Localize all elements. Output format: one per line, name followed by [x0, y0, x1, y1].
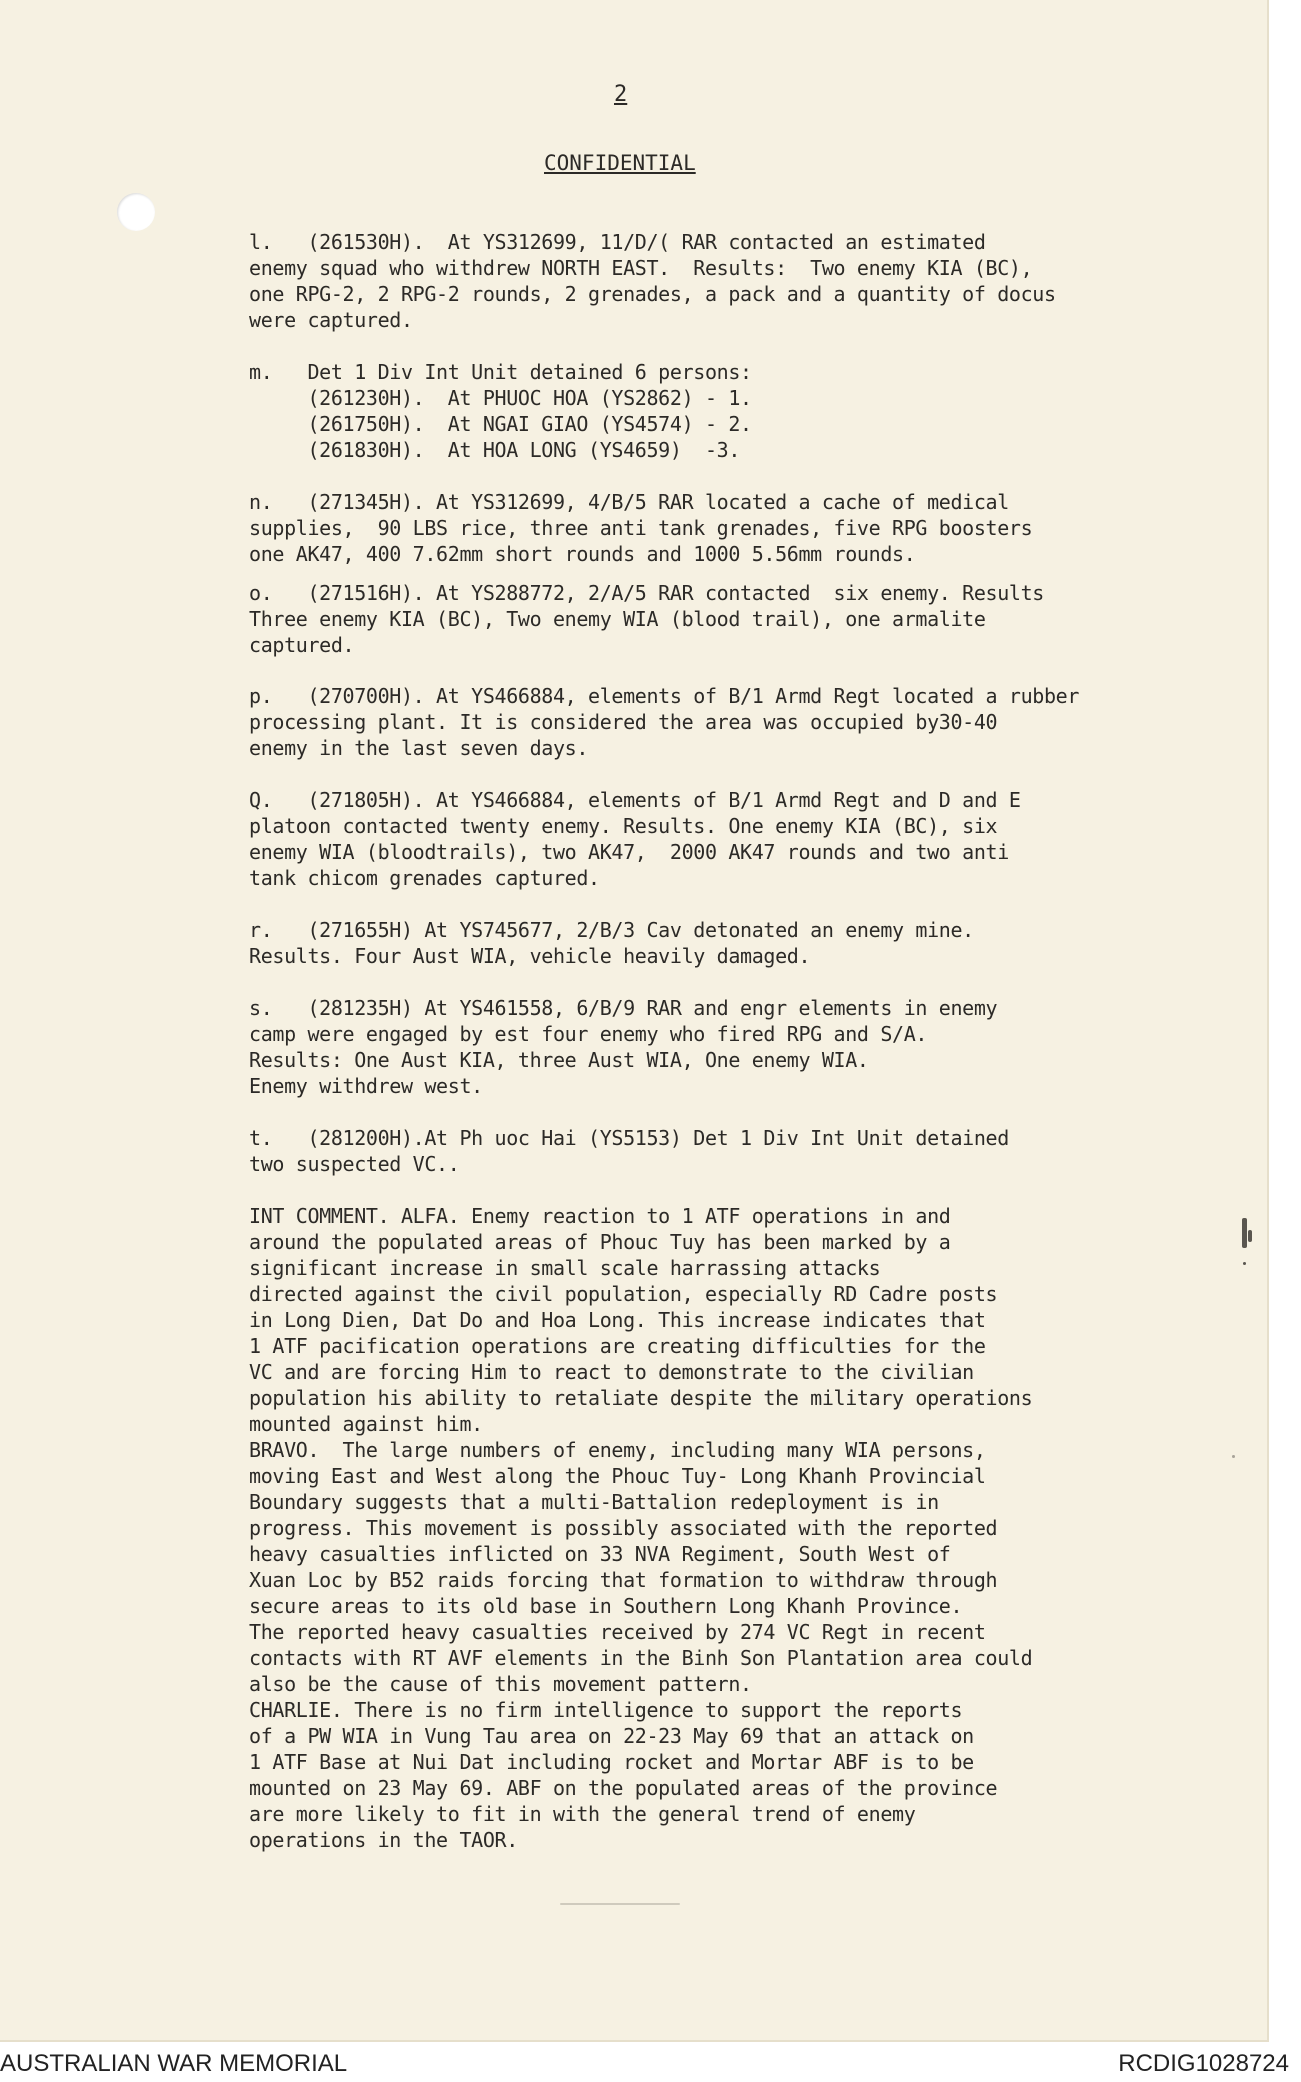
paragraph-t: t. (281200H).At Ph uoc Hai (YS5153) Det 1 Div Int Unit detained two suspected VC.. [249, 1126, 1009, 1176]
paragraph-p: p. (270700H). At YS466884, elements of B/1 Armd Regt located a rubber processing plant. It is considered the area was occupied by30-40 enemy in the last seven days. [249, 684, 1080, 760]
faint-mark [560, 1903, 680, 1905]
speck-mark [1248, 1230, 1252, 1242]
paragraph-m: m. Det 1 Div Int Unit detained 6 persons: (261230H). At PHUOC HOA (YS2862) - 1. (261750H). At NGAI GIAO (YS4574) - 2. (261830H). At HOA LONG (YS4659) -3. [249, 360, 752, 462]
int-comment: INT COMMENT. ALFA. Enemy reaction to 1 ATF operations in and around the populated areas of Phouc Tuy has been marked by a significant increase in small scale harrassing attacks directed against the civil population, especially RD Cadre posts in Long Dien, Dat Do and Hoa Long. This increase indicates that 1 ATF pacification operations are creating difficulties for the VC and are forcing Him to react to demonstrate to the civilian population his ability to retaliate despite the military operations mounted against him. BRAVO. The large numbers of enemy, including many WIA persons, moving East and West along the Phouc Tuy- Long Khanh Provincial Boundary suggests that a multi-Battalion redeployment is in progress. This movement is possibly associated with the reported heavy casualties inflicted on 33 NVA Regiment, South West of Xuan Loc by B52 raids forcing that formation to withdraw through secure areas to its old base in Southern Long Khanh Province. The reported heavy casualties received by 274 VC Regt in recent contacts with RT AVF elements in the Binh Son Plantation area could also be the cause of this movement pattern. CHARLIE. There is no firm intelligence to support the reports of a PW WIA in Vung Tau area on 22-23 May 69 that an attack on 1 ATF Base at Nui Dat including rocket and Mortar ABF is to be mounted on 23 May 69. ABF on the populated areas of the province are more likely to fit in with the general trend of enemy operations in the TAOR. [249, 1204, 1033, 1852]
classification-heading: CONFIDENTIAL [544, 151, 696, 175]
footer-institution: AUSTRALIAN WAR MEMORIAL [0, 2050, 348, 2077]
speck-mark [1243, 1262, 1246, 1265]
paragraph-n: n. (271345H). At YS312699, 4/B/5 RAR located a cache of medical supplies, 90 LBS rice, three anti tank grenades, five RPG boosters one AK47, 400 7.62mm short rounds and 1000 5.56mm rounds. [249, 490, 1033, 566]
paragraph-s: s. (281235H) At YS461558, 6/B/9 RAR and engr elements in enemy camp were engaged by est four enemy who fired RPG and S/A. Results: One Aust KIA, three Aust WIA, One enemy WIA. Enemy withdrew west. [249, 996, 998, 1098]
paragraph-q: Q. (271805H). At YS466884, elements of B/1 Armd Regt and D and E platoon contacted twenty enemy. Results. One enemy KIA (BC), six enemy WIA (bloodtrails), two AK47, 2000 AK47 rounds and two anti tank chicom grenades captured. [249, 788, 1021, 890]
paragraph-r: r. (271655H) At YS745677, 2/B/3 Cav detonated an enemy mine. Results. Four Aust WIA, vehicle heavily damaged. [249, 918, 974, 968]
speck-mark [1242, 1218, 1247, 1248]
page-number: 2 [614, 82, 628, 107]
punch-hole [117, 193, 155, 231]
speck-mark [1232, 1455, 1235, 1458]
footer-record-id: RCDIG1028724 [1118, 2050, 1289, 2077]
paragraph-o: o. (271516H). At YS288772, 2/A/5 RAR contacted six enemy. Results Three enemy KIA (BC), Two enemy WIA (blood trail), one armalite captured. [249, 581, 1044, 657]
paragraph-l: l. (261530H). At YS312699, 11/D/( RAR contacted an estimated enemy squad who withdrew NORTH EAST. Results: Two enemy KIA (BC), one RPG-2, 2 RPG-2 rounds, 2 grenades, a pack and a quantity of docus were captured. [249, 230, 1056, 332]
